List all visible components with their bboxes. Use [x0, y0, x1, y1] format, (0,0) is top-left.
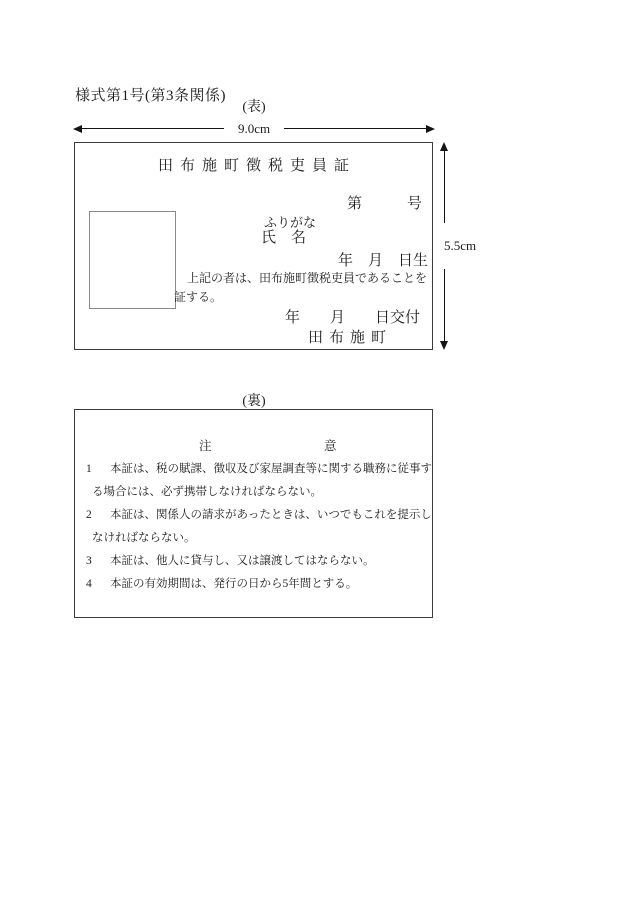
down-arrowhead-icon — [440, 341, 448, 350]
dimension-line-segment — [444, 151, 445, 223]
form-number-label: 様式第1号(第3条関係) — [75, 88, 226, 104]
dimension-line-segment — [82, 128, 224, 129]
note-3-number: 3 — [86, 555, 92, 567]
note-2-number: 2 — [86, 509, 92, 521]
note-3-text: 本証は、他人に貸与し、又は譲渡してはならない。 — [110, 555, 375, 567]
width-dimension-line — [73, 121, 435, 136]
note-2-line-2: なければならない。 — [92, 532, 196, 544]
dimension-line-segment — [444, 269, 445, 341]
left-arrowhead-icon — [73, 125, 82, 133]
issue-date-line: 年 月 日交付 — [284, 310, 420, 326]
note-4-number: 4 — [86, 578, 92, 590]
note-1-text: 本証は、税の賦課、徴収及び家屋調査等に関する職務に従事す — [110, 463, 432, 475]
height-dimension-line — [437, 142, 477, 350]
note-4-line-1 — [75, 573, 432, 596]
notes-heading: 注 意 — [199, 439, 337, 453]
birthdate-line: 年 月 日生 — [337, 253, 428, 269]
name-label: 氏 名 — [261, 230, 307, 246]
height-dimension-label: 5.5cm — [444, 238, 477, 253]
id-card-front — [74, 142, 433, 350]
height-dimension-label-wrap — [437, 223, 477, 269]
front-section-label: (表) — [242, 100, 266, 115]
width-dimension-label: 9.0cm — [237, 121, 271, 136]
up-arrowhead-icon — [440, 142, 448, 151]
dimension-line-segment — [284, 128, 426, 129]
issuer-name: 田布施町 — [307, 330, 392, 346]
note-4-text: 本証の有効期間は、発行の日から5年間とする。 — [110, 578, 358, 590]
serial-number-line: 第 号 — [346, 196, 422, 212]
certification-statement-line1: 上記の者は、田布施町徴税吏員であることを — [187, 271, 428, 285]
right-arrowhead-icon — [426, 125, 435, 133]
note-1-line-1 — [75, 458, 432, 481]
card-title: 田布施町徴税吏員証 — [157, 158, 356, 174]
notes-list — [75, 458, 432, 596]
id-card-back — [74, 409, 433, 618]
photo-box — [89, 211, 176, 309]
note-2-line-1 — [75, 504, 432, 527]
note-1-line-2: る場合には、必ず携帯しなければならない。 — [92, 486, 322, 498]
note-2-text: 本証は、関係人の請求があったときは、いつでもこれを提示し — [110, 509, 432, 521]
furigana-label: ふりがな — [264, 215, 317, 230]
certification-statement-line2: 証する。 — [174, 290, 223, 304]
note-1-number: 1 — [86, 463, 92, 475]
note-3-line-1 — [75, 550, 432, 573]
back-section-label: (裏) — [242, 394, 266, 409]
